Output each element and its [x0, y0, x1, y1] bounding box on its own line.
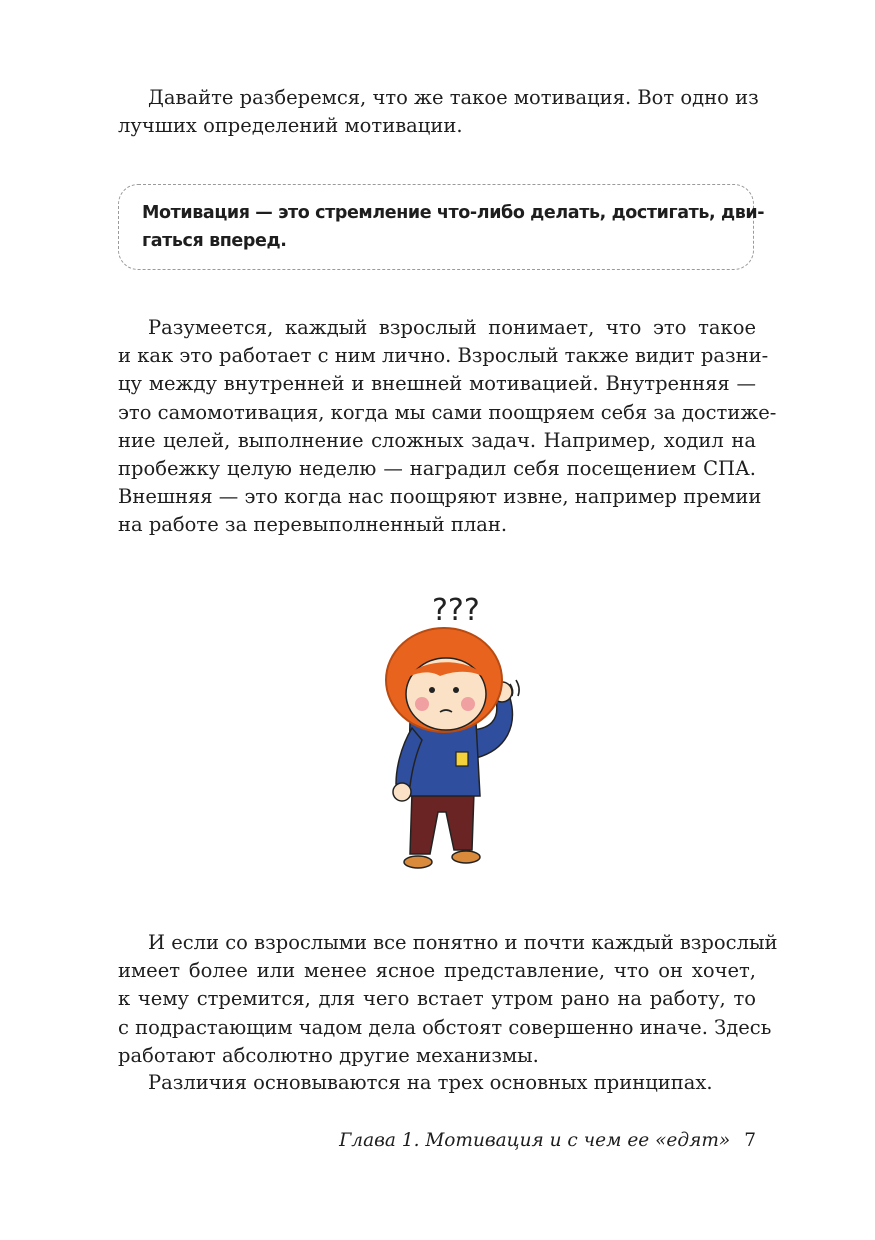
- text-line: гаться вперед.: [142, 231, 287, 251]
- running-footer: [300, 1130, 756, 1151]
- text-line: ние целей, выполнение сложных задач. Например, ходил на: [118, 428, 756, 452]
- confused-boy-illustration: [360, 580, 540, 880]
- right-eye: [453, 687, 459, 693]
- text-line: Разумеется, каждый взрослый понимает, что это такое: [148, 316, 756, 339]
- text-line: это самомотивация, когда мы сами поощряем себя за достиже-: [118, 400, 777, 424]
- principles-paragraph: [118, 1069, 756, 1097]
- text-line: Внешняя — это когда нас поощряют извне, например премии: [118, 485, 762, 509]
- motivation-paragraph: [118, 314, 777, 540]
- children-paragraph: [118, 929, 778, 1070]
- text-line: Мотивация — это стремление что-либо делать, достигать, дви-: [142, 203, 765, 223]
- text-line: работают абсолютно другие механизмы.: [118, 1043, 539, 1067]
- text-line: с подрастающим чадом дела обстоят совершенно иначе. Здесь: [118, 1015, 772, 1039]
- right-cheek: [461, 697, 475, 711]
- sweater: [408, 722, 480, 796]
- left-cheek: [415, 697, 429, 711]
- text-line: Давайте разберемся, что же такое мотивация. Вот одно из: [148, 86, 759, 109]
- text-line: к чему стремится, для чего встает утром рано на работу, то: [118, 987, 756, 1011]
- text-line: Различия основываются на трех основных принципах.: [148, 1071, 713, 1094]
- question-marks: ???: [432, 593, 480, 628]
- text-line: цу между внутренней и внешней мотивацией. Внутренняя —: [118, 372, 756, 396]
- text-line: и как это работает с ним лично. Взрослый также видит разни-: [118, 344, 769, 368]
- intro-paragraph: [118, 84, 759, 140]
- text-line: пробежку целую неделю — наградил себя посещением СПА.: [118, 457, 756, 481]
- text-line: на работе за перевыполненный план.: [118, 513, 508, 537]
- left-eye: [429, 687, 435, 693]
- definition-text: [142, 199, 765, 255]
- lowered-hand: [393, 783, 411, 801]
- text-line: имеет более или менее ясное представление, что он хочет,: [118, 959, 756, 983]
- pants: [410, 792, 474, 854]
- chapter-title: Глава 1. Мотивация и с чем ее «едят»: [339, 1130, 731, 1151]
- page-number: 7: [744, 1130, 756, 1151]
- right-shoe: [452, 851, 480, 863]
- text-line: И если со взрослыми все понятно и почти каждый взрослый: [148, 931, 778, 954]
- sweater-pocket: [456, 752, 468, 766]
- text-line: лучших определений мотивации.: [118, 114, 463, 138]
- left-shoe: [404, 856, 432, 868]
